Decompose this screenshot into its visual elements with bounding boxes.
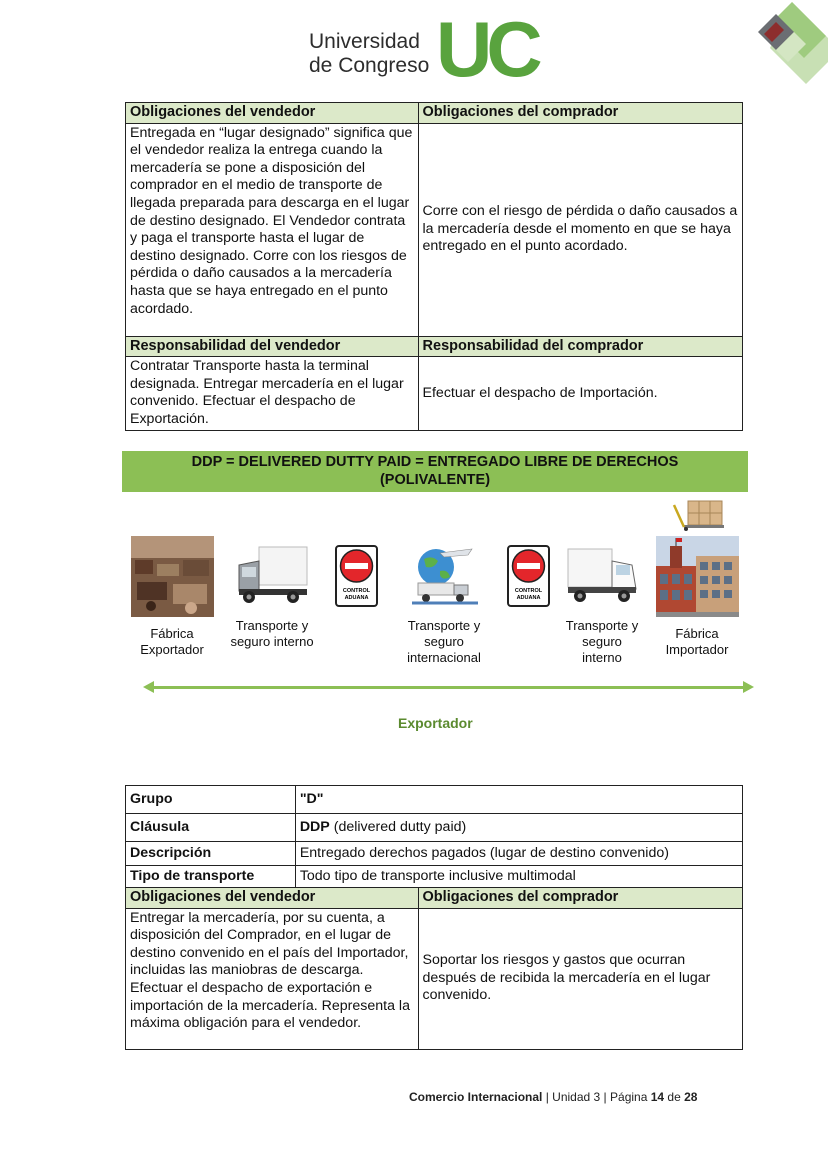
buyer-obligations-text: Corre con el riesgo de pérdida o daño causados a la mercadería desde el momento en que se haya entregado en el punto acordado. <box>418 123 742 336</box>
caption-importer-factory: Fábrica Importador <box>665 626 729 657</box>
row-label-grupo: Grupo <box>126 786 296 814</box>
seller-obligations-text: Entregada en “lugar designado” significa que el vendedor realiza la entrega cuando la mercadería se pone a disposición del comprador en el medio de transporte de llegada preparada para descarga en el lugar de destino designado. El Vendedor contrata y paga el transporte hasta el lugar de destino designado. Corre con los riesgos de pérdida o daño causados a la mercadería hasta que se haya entregado en el punto acordado. <box>126 123 419 336</box>
arrow-left-head-icon <box>143 681 154 693</box>
footer-separator: | <box>600 1090 611 1104</box>
sign-label-aduana: ADUANA <box>344 595 369 601</box>
buyer-obligations-text: Soportar los riesgos y gastos que ocurran después de recibida la mercadería en el lugar convenido. <box>418 908 742 1049</box>
footer-of: de <box>664 1090 685 1104</box>
caption-domestic-transport-destination: Transporte y seguro interno <box>565 618 639 665</box>
table-row <box>126 908 743 1049</box>
row-value-clausula <box>295 814 742 842</box>
clause-code: DDP <box>299 818 330 835</box>
header-seller-responsibility: Responsabilidad del vendedor <box>126 336 419 357</box>
header-buyer-obligations: Obligaciones del comprador <box>418 888 742 909</box>
caption-exporter-factory: Fábrica Exportador <box>140 626 204 657</box>
footer-total-pages: 28 <box>684 1090 698 1104</box>
page-footer <box>409 1090 697 1104</box>
table-header-row <box>126 103 743 124</box>
exporter-factory-image <box>131 536 214 617</box>
truck-icon <box>237 545 309 607</box>
header-buyer-responsibility: Responsabilidad del comprador <box>418 336 742 357</box>
sign-label-control: CONTROL <box>514 588 543 594</box>
arrow-right-head-icon <box>743 681 754 693</box>
header-seller-obligations: Obligaciones del vendedor <box>126 888 419 909</box>
truck-icon <box>566 545 638 607</box>
header-seller-obligations: Obligaciones del vendedor <box>126 103 419 124</box>
ddp-clause-table <box>125 785 743 1050</box>
sign-label-aduana: ADUANA <box>516 595 541 601</box>
obligations-table-1 <box>125 102 743 431</box>
international-transport-icon <box>410 543 480 609</box>
table-row <box>126 123 743 336</box>
logo-mark: UC <box>436 5 537 93</box>
importer-factory-image <box>656 536 739 617</box>
responsibility-arrow-line <box>152 686 744 689</box>
table-row <box>126 786 743 814</box>
row-value-grupo: "D" <box>295 786 742 814</box>
logo-line-1: Universidad <box>309 30 420 53</box>
table-header-row <box>126 336 743 357</box>
seller-responsibility-text: Contratar Transporte hasta la terminal designada. Entregar mercadería en el lugar convenido. Efectuar el despacho de Exportación. <box>126 357 419 430</box>
arrow-label: Exportador <box>398 715 473 731</box>
footer-course: Comercio Internacional <box>409 1090 543 1104</box>
row-label-descripcion: Descripción <box>126 842 296 866</box>
caption-international-transport: Transporte y seguro internacional <box>407 618 481 665</box>
row-label-clausula: Cláusula <box>126 814 296 842</box>
row-value-descripcion: Entregado derechos pagados (lugar de destino convenido) <box>295 842 742 866</box>
footer-unit: Unidad 3 <box>552 1090 601 1104</box>
table-row <box>126 357 743 430</box>
table-row <box>126 842 743 866</box>
header-buyer-obligations: Obligaciones del comprador <box>418 103 742 124</box>
table-header-row <box>126 888 743 909</box>
caption-domestic-transport: Transporte y seguro interno <box>230 618 314 649</box>
logo-line-2: de Congreso <box>309 54 430 77</box>
seller-obligations-text: Entregar la mercadería, por su cuenta, a disposición del Comprador, en el lugar de destino convenido en el país del Importador, incluidas las maniobras de descarga. Efectuar el despacho de exportación e importación de la mercadería. Representa la máxima obligación para el vendedor. <box>126 908 419 1049</box>
customs-stop-sign-icon <box>335 545 378 607</box>
pallet-jack-icon <box>672 499 724 531</box>
sign-label-control: CONTROL <box>342 588 371 594</box>
table-row <box>126 866 743 888</box>
footer-separator: | <box>542 1090 553 1104</box>
clause-name: (delivered dutty paid) <box>329 818 467 835</box>
buyer-responsibility-text: Efectuar el despacho de Importación. <box>418 357 742 430</box>
corner-decoration <box>748 0 828 100</box>
table-row <box>126 814 743 842</box>
university-logo-text <box>309 30 429 78</box>
ddp-banner <box>122 451 748 492</box>
footer-page-word: Página <box>610 1090 651 1104</box>
footer-page-number: 14 <box>650 1090 665 1104</box>
banner-line-1: DDP = DELIVERED DUTTY PAID = ENTREGADO LIBRE DE DERECHOS <box>191 454 679 470</box>
row-value-tipo-transporte: Todo tipo de transporte inclusive multimodal <box>295 866 742 888</box>
row-label-tipo-transporte: Tipo de transporte <box>126 866 296 888</box>
banner-line-2: (POLIVALENTE) <box>379 472 491 488</box>
customs-stop-sign-icon <box>507 545 550 607</box>
